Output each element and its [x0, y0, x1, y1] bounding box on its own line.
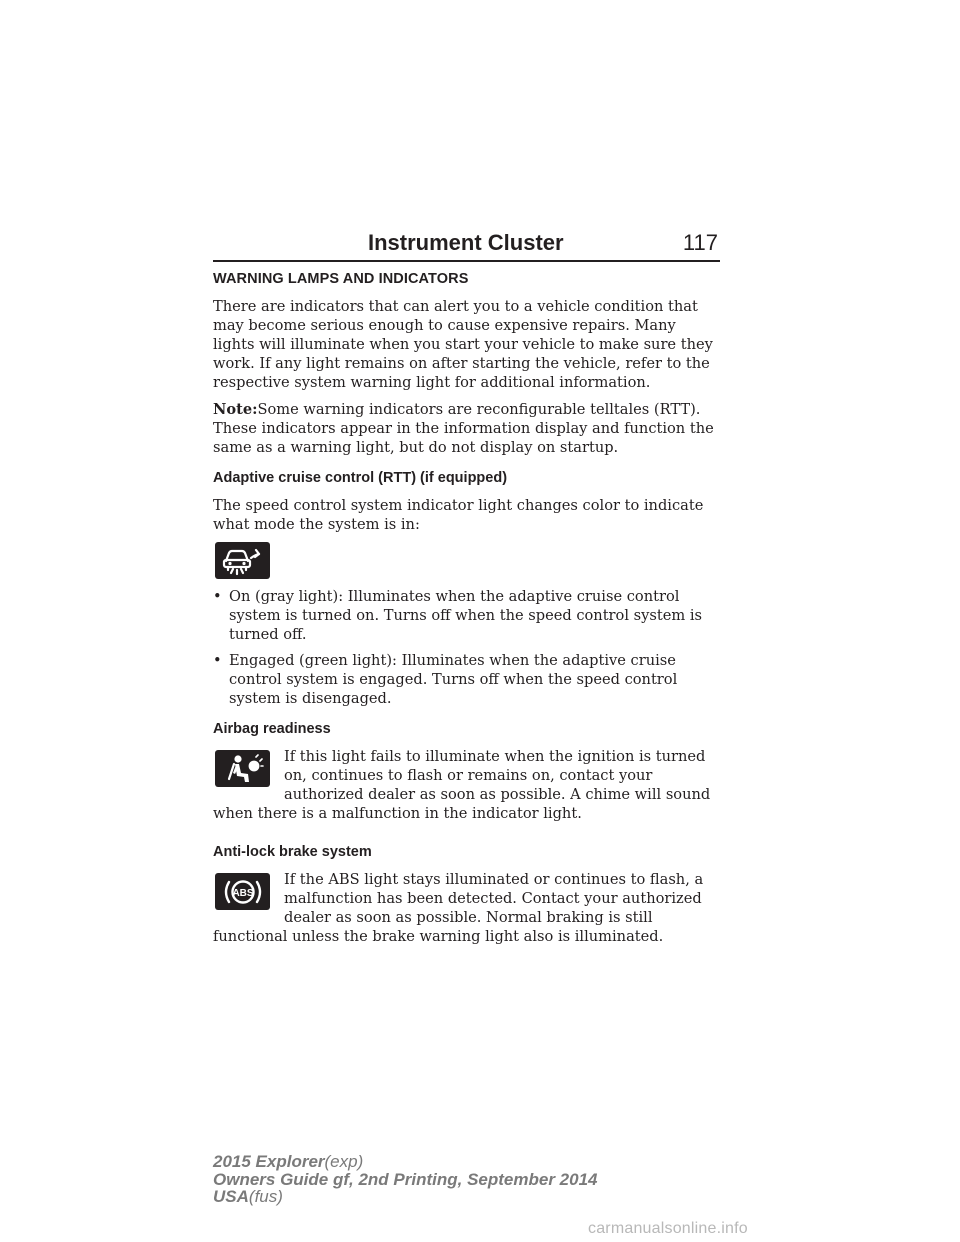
abs-icon [215, 873, 270, 910]
airbag-heading: Airbag readiness [213, 721, 331, 737]
page-header [213, 226, 720, 262]
note-label: Note: [213, 401, 258, 418]
footer-market: USA [213, 1187, 249, 1206]
note-text: Some warning indicators are reconfigurable telltales (RTT). These indicators appear in the information display and function the same as a warning light, but do not display on startup. [213, 401, 714, 456]
footer-market-code: (fus) [248, 1187, 283, 1206]
chapter-title: Instrument Cluster [368, 230, 564, 255]
footer-model-code: (exp) [324, 1152, 364, 1171]
footer-model: 2015 Explorer [213, 1152, 325, 1171]
abs-text: If the ABS light stays illuminated or continues to flash, a malfunction has been detected. Contact your authorized dealer as soon as possible. Normal braking is still functional unless the brake warning light also is illuminated. [213, 871, 704, 945]
section-title: WARNING LAMPS AND INDICATORS [213, 271, 469, 287]
list-item: • On (gray light): Illuminates when the adaptive cruise control system is turned on. Turns off when the speed control system is turned off. [213, 588, 702, 643]
intro-paragraph: There are indicators that can alert you to a vehicle condition that may become serious enough to cause expensive repairs. Many lights will illuminate when you start your vehicle to make sure they work. If any light remains on after starting the vehicle, refer to the respective system warning light for additional information. [213, 298, 713, 391]
list-item: • Engaged (green light): Illuminates when the adaptive cruise control system is engaged. Turns off when the speed control system is disengaged. [213, 652, 678, 707]
adaptive-cruise-icon [215, 542, 270, 579]
watermark: carmanualsonline.info [588, 1220, 748, 1237]
note-paragraph [213, 400, 721, 457]
adaptive-cruise-heading: Adaptive cruise control (RTT) (if equipped) [213, 470, 508, 486]
page-footer [213, 1153, 597, 1206]
page-number: 117 [682, 230, 718, 255]
abs-heading: Anti-lock brake system [213, 844, 372, 860]
abs-icon-label: ABS [231, 887, 254, 899]
adaptive-cruise-modes [213, 587, 721, 708]
adaptive-cruise-intro: The speed control system indicator light changes color to indicate what mode the system is in: [213, 497, 704, 533]
footer-edition: Owners Guide gf, 2nd Printing, September 2014 [213, 1169, 598, 1189]
page-content [213, 270, 721, 954]
airbag-text: If this light fails to illuminate when the ignition is turned on, continues to flash or remains on, contact your authorized dealer as soon as possible. A chime will sound when there is a malfunction in the indicator light. [213, 748, 711, 822]
airbag-icon [215, 750, 270, 787]
